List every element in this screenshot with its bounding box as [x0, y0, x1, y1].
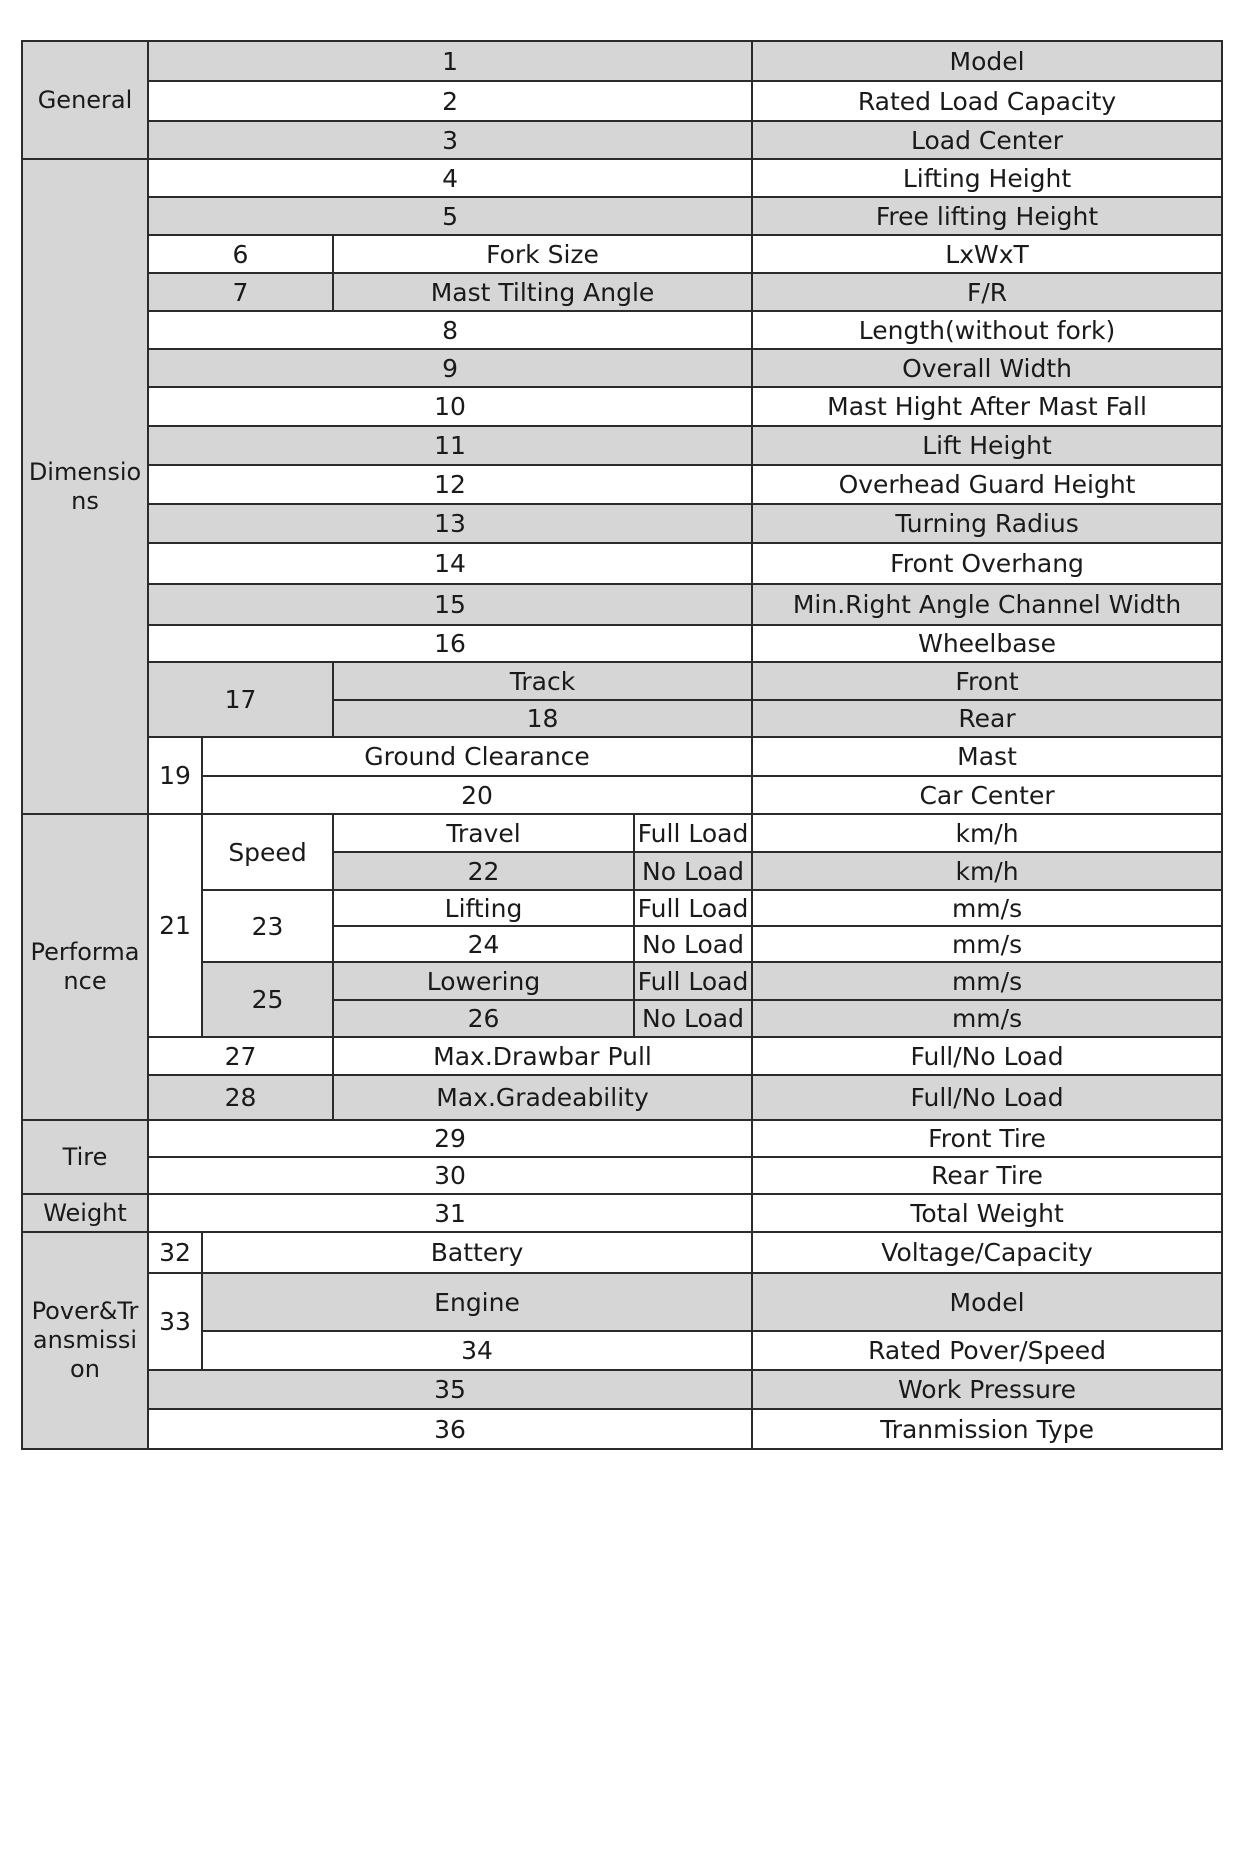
unit-cell: Full/No Load: [752, 1037, 1222, 1075]
spec-value: km/h: [752, 814, 1222, 852]
row-number: 30: [148, 1157, 752, 1194]
spec-row: [22, 814, 1222, 852]
spec-row: [22, 235, 1222, 273]
row-number: 23: [202, 890, 333, 962]
unit-cell: Voltage/Capacity: [752, 1232, 1222, 1273]
unit-cell: Overhead Guard Height: [752, 465, 1222, 504]
unit-cell: Front: [752, 662, 1222, 700]
spec-row: [22, 1037, 1222, 1075]
spec-row: [22, 81, 1222, 121]
unit-cell: Min.Right Angle Channel Width: [752, 584, 1222, 625]
group-label: Pover&Tr ansmissi on: [22, 1232, 148, 1449]
row-number: 7: [148, 273, 333, 311]
row-number: 12: [148, 465, 752, 504]
spec-row: [22, 1331, 1222, 1370]
unit-cell: Lifting Height: [752, 159, 1222, 197]
row-number: 21: [148, 814, 202, 1037]
item-label: Max.Gradeability: [333, 1075, 752, 1120]
unit-cell: Rated Pover/Speed: [752, 1331, 1222, 1370]
spec-table: [21, 40, 1223, 1450]
spec-row: [22, 1232, 1222, 1273]
spec-row: [22, 1120, 1222, 1157]
unit-cell: Full Load: [634, 962, 752, 1000]
row-number: 4: [148, 159, 752, 197]
item-label: Max.Drawbar Pull: [333, 1037, 752, 1075]
row-number: 33: [148, 1273, 202, 1370]
row-number: 15: [148, 584, 752, 625]
unit-cell: Rear Tire: [752, 1157, 1222, 1194]
row-number: 22: [333, 852, 634, 890]
row-number: 11: [148, 426, 752, 465]
unit-cell: F/R: [752, 273, 1222, 311]
unit-cell: Full Load: [634, 814, 752, 852]
row-number: 29: [148, 1120, 752, 1157]
row-number: 25: [202, 962, 333, 1037]
spec-row: [22, 197, 1222, 235]
mast-tilt-label: Mast Tilting Angle: [333, 273, 752, 311]
unit-cell: Model: [752, 41, 1222, 81]
row-number: 17: [148, 662, 333, 737]
spec-row: [22, 625, 1222, 662]
row-number: 20: [202, 776, 752, 814]
row-number: 34: [202, 1331, 752, 1370]
unit-cell: Car Center: [752, 776, 1222, 814]
unit-cell: Model: [752, 1273, 1222, 1331]
spec-row: [22, 1409, 1222, 1449]
ground-clearance-label: Ground Clearance: [202, 737, 752, 776]
item-group: Battery: [202, 1232, 752, 1273]
spec-value: km/h: [752, 852, 1222, 890]
unit-cell: Front Overhang: [752, 543, 1222, 584]
row-number: 1: [148, 41, 752, 81]
track-label: Track: [333, 662, 752, 700]
spec-row: [22, 465, 1222, 504]
group-label: Performa nce: [22, 814, 148, 1120]
unit-cell: Total Weight: [752, 1194, 1222, 1232]
spec-row: [22, 387, 1222, 426]
unit-cell: Turning Radius: [752, 504, 1222, 543]
item-group: Engine: [202, 1273, 752, 1331]
unit-cell: Mast Hight After Mast Fall: [752, 387, 1222, 426]
unit-cell: Load Center: [752, 121, 1222, 159]
unit-cell: Lift Height: [752, 426, 1222, 465]
spec-row: [22, 1370, 1222, 1409]
row-number: 31: [148, 1194, 752, 1232]
spec-row: [22, 543, 1222, 584]
unit-cell: No Load: [634, 926, 752, 962]
spec-row: [22, 962, 1222, 1000]
unit-cell: Tranmission Type: [752, 1409, 1222, 1449]
row-number: 35: [148, 1370, 752, 1409]
unit-cell: Overall Width: [752, 349, 1222, 387]
spec-row: [22, 311, 1222, 349]
spec-row: [22, 737, 1222, 776]
spec-row: [22, 1157, 1222, 1194]
spec-row: [22, 426, 1222, 465]
speed-type: Lowering: [333, 962, 634, 1000]
spec-row: [22, 1194, 1222, 1232]
group-label: Dimensio ns: [22, 159, 148, 814]
spec-row: [22, 159, 1222, 197]
spec-row: [22, 273, 1222, 311]
row-number: 18: [333, 700, 752, 737]
spec-row: [22, 1273, 1222, 1331]
unit-cell: Length(without fork): [752, 311, 1222, 349]
unit-cell: No Load: [634, 852, 752, 890]
unit-cell: Work Pressure: [752, 1370, 1222, 1409]
row-number: 28: [148, 1075, 333, 1120]
row-number: 13: [148, 504, 752, 543]
unit-cell: Rear: [752, 700, 1222, 737]
spec-value: mm/s: [752, 926, 1222, 962]
spec-value: mm/s: [752, 1000, 1222, 1037]
spec-row: [22, 584, 1222, 625]
spec-row: [22, 121, 1222, 159]
speed-type: Lifting: [333, 890, 634, 926]
unit-cell: Wheelbase: [752, 625, 1222, 662]
row-number: 24: [333, 926, 634, 962]
fork-size-label: Fork Size: [333, 235, 752, 273]
row-number: 32: [148, 1232, 202, 1273]
group-label: Tire: [22, 1120, 148, 1194]
spec-row: [22, 504, 1222, 543]
row-number: 2: [148, 81, 752, 121]
spec-value: mm/s: [752, 890, 1222, 926]
unit-cell: LxWxT: [752, 235, 1222, 273]
unit-cell: Full Load: [634, 890, 752, 926]
row-number: 10: [148, 387, 752, 426]
row-number: 14: [148, 543, 752, 584]
spec-row: [22, 890, 1222, 926]
unit-cell: Full/No Load: [752, 1075, 1222, 1120]
unit-cell: Rated Load Capacity: [752, 81, 1222, 121]
speed-label: Speed: [202, 814, 333, 890]
row-number: 26: [333, 1000, 634, 1037]
row-number: 36: [148, 1409, 752, 1449]
speed-type: Travel: [333, 814, 634, 852]
unit-cell: Mast: [752, 737, 1222, 776]
row-number: 9: [148, 349, 752, 387]
row-number: 27: [148, 1037, 333, 1075]
spec-row: [22, 662, 1222, 700]
row-number: 8: [148, 311, 752, 349]
group-label: General: [22, 41, 148, 159]
spec-row: [22, 1075, 1222, 1120]
row-number: 6: [148, 235, 333, 273]
spec-value: mm/s: [752, 962, 1222, 1000]
row-number: 16: [148, 625, 752, 662]
row-number: 5: [148, 197, 752, 235]
row-number: 19: [148, 737, 202, 814]
unit-cell: Front Tire: [752, 1120, 1222, 1157]
row-number: 3: [148, 121, 752, 159]
unit-cell: Free lifting Height: [752, 197, 1222, 235]
spec-row: [22, 776, 1222, 814]
group-label: Weight: [22, 1194, 148, 1232]
spec-row: [22, 41, 1222, 81]
unit-cell: No Load: [634, 1000, 752, 1037]
spec-row: [22, 349, 1222, 387]
